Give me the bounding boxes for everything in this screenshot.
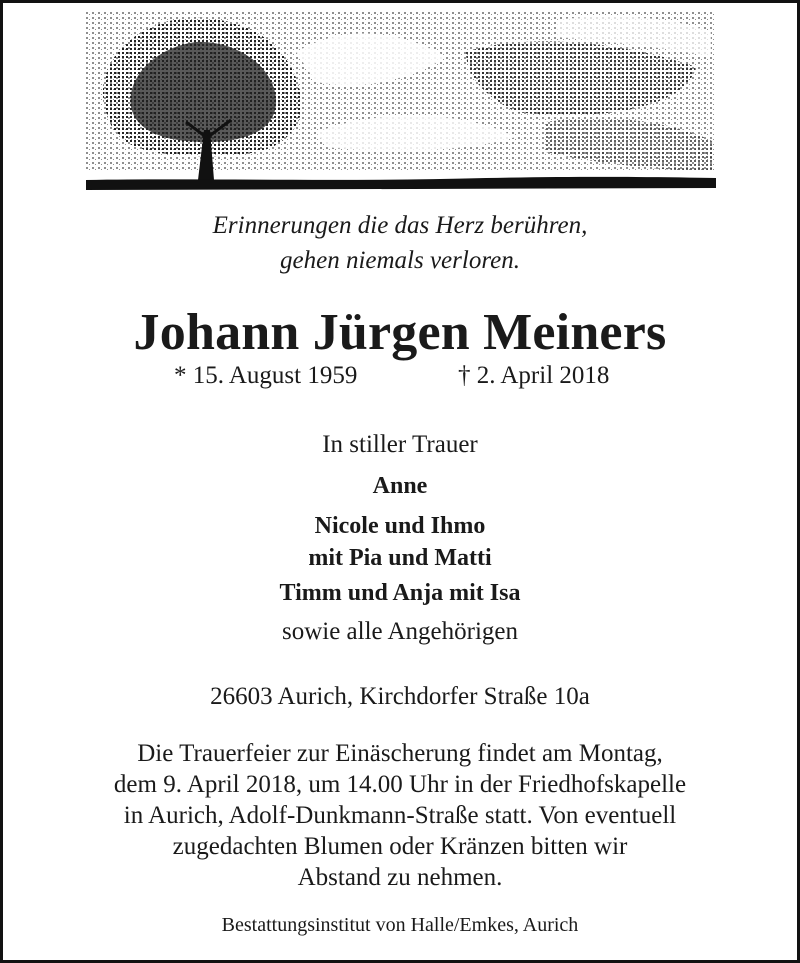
death-date: † 2. April 2018	[458, 362, 610, 389]
motto-line: gehen niemals verloren.	[280, 247, 520, 274]
service-line: Abstand zu nehmen.	[297, 864, 503, 891]
mourner-name: Nicole und Ihmo	[314, 513, 486, 539]
mourner-name: mit Pia und Matti	[308, 545, 492, 571]
address: 26603 Aurich, Kirchdorfer Straße 10a	[210, 683, 590, 710]
motto	[0, 208, 800, 278]
service-line: in Aurich, Adolf-Dunkmann-Straße statt. Von eventuell	[123, 802, 677, 829]
life-dates	[0, 362, 800, 394]
service-line: dem 9. April 2018, um 14.00 Uhr in der Friedhofskapelle	[113, 771, 687, 798]
mourning-intro: In stiller Trauer	[322, 431, 478, 458]
relatives-note: sowie alle Angehörigen	[281, 618, 519, 645]
deceased-name: Johann Jürgen Meiners	[133, 304, 667, 361]
tree-landscape-icon	[86, 12, 716, 194]
service-line: Die Trauerfeier zur Einäscherung findet am Montag,	[137, 740, 663, 767]
birth-date: * 15. August 1959	[174, 362, 358, 389]
motto-line: Erinnerungen die das Herz berühren,	[212, 212, 588, 239]
service-announcement	[0, 738, 800, 893]
mourner-name: Anne	[372, 473, 428, 499]
service-line: zugedachten Blumen oder Kränzen bitten wir	[172, 833, 628, 860]
undertaker: Bestattungsinstitut von Halle/Emkes, Aurich	[221, 914, 579, 936]
mourner-name: Timm und Anja mit Isa	[279, 580, 521, 606]
